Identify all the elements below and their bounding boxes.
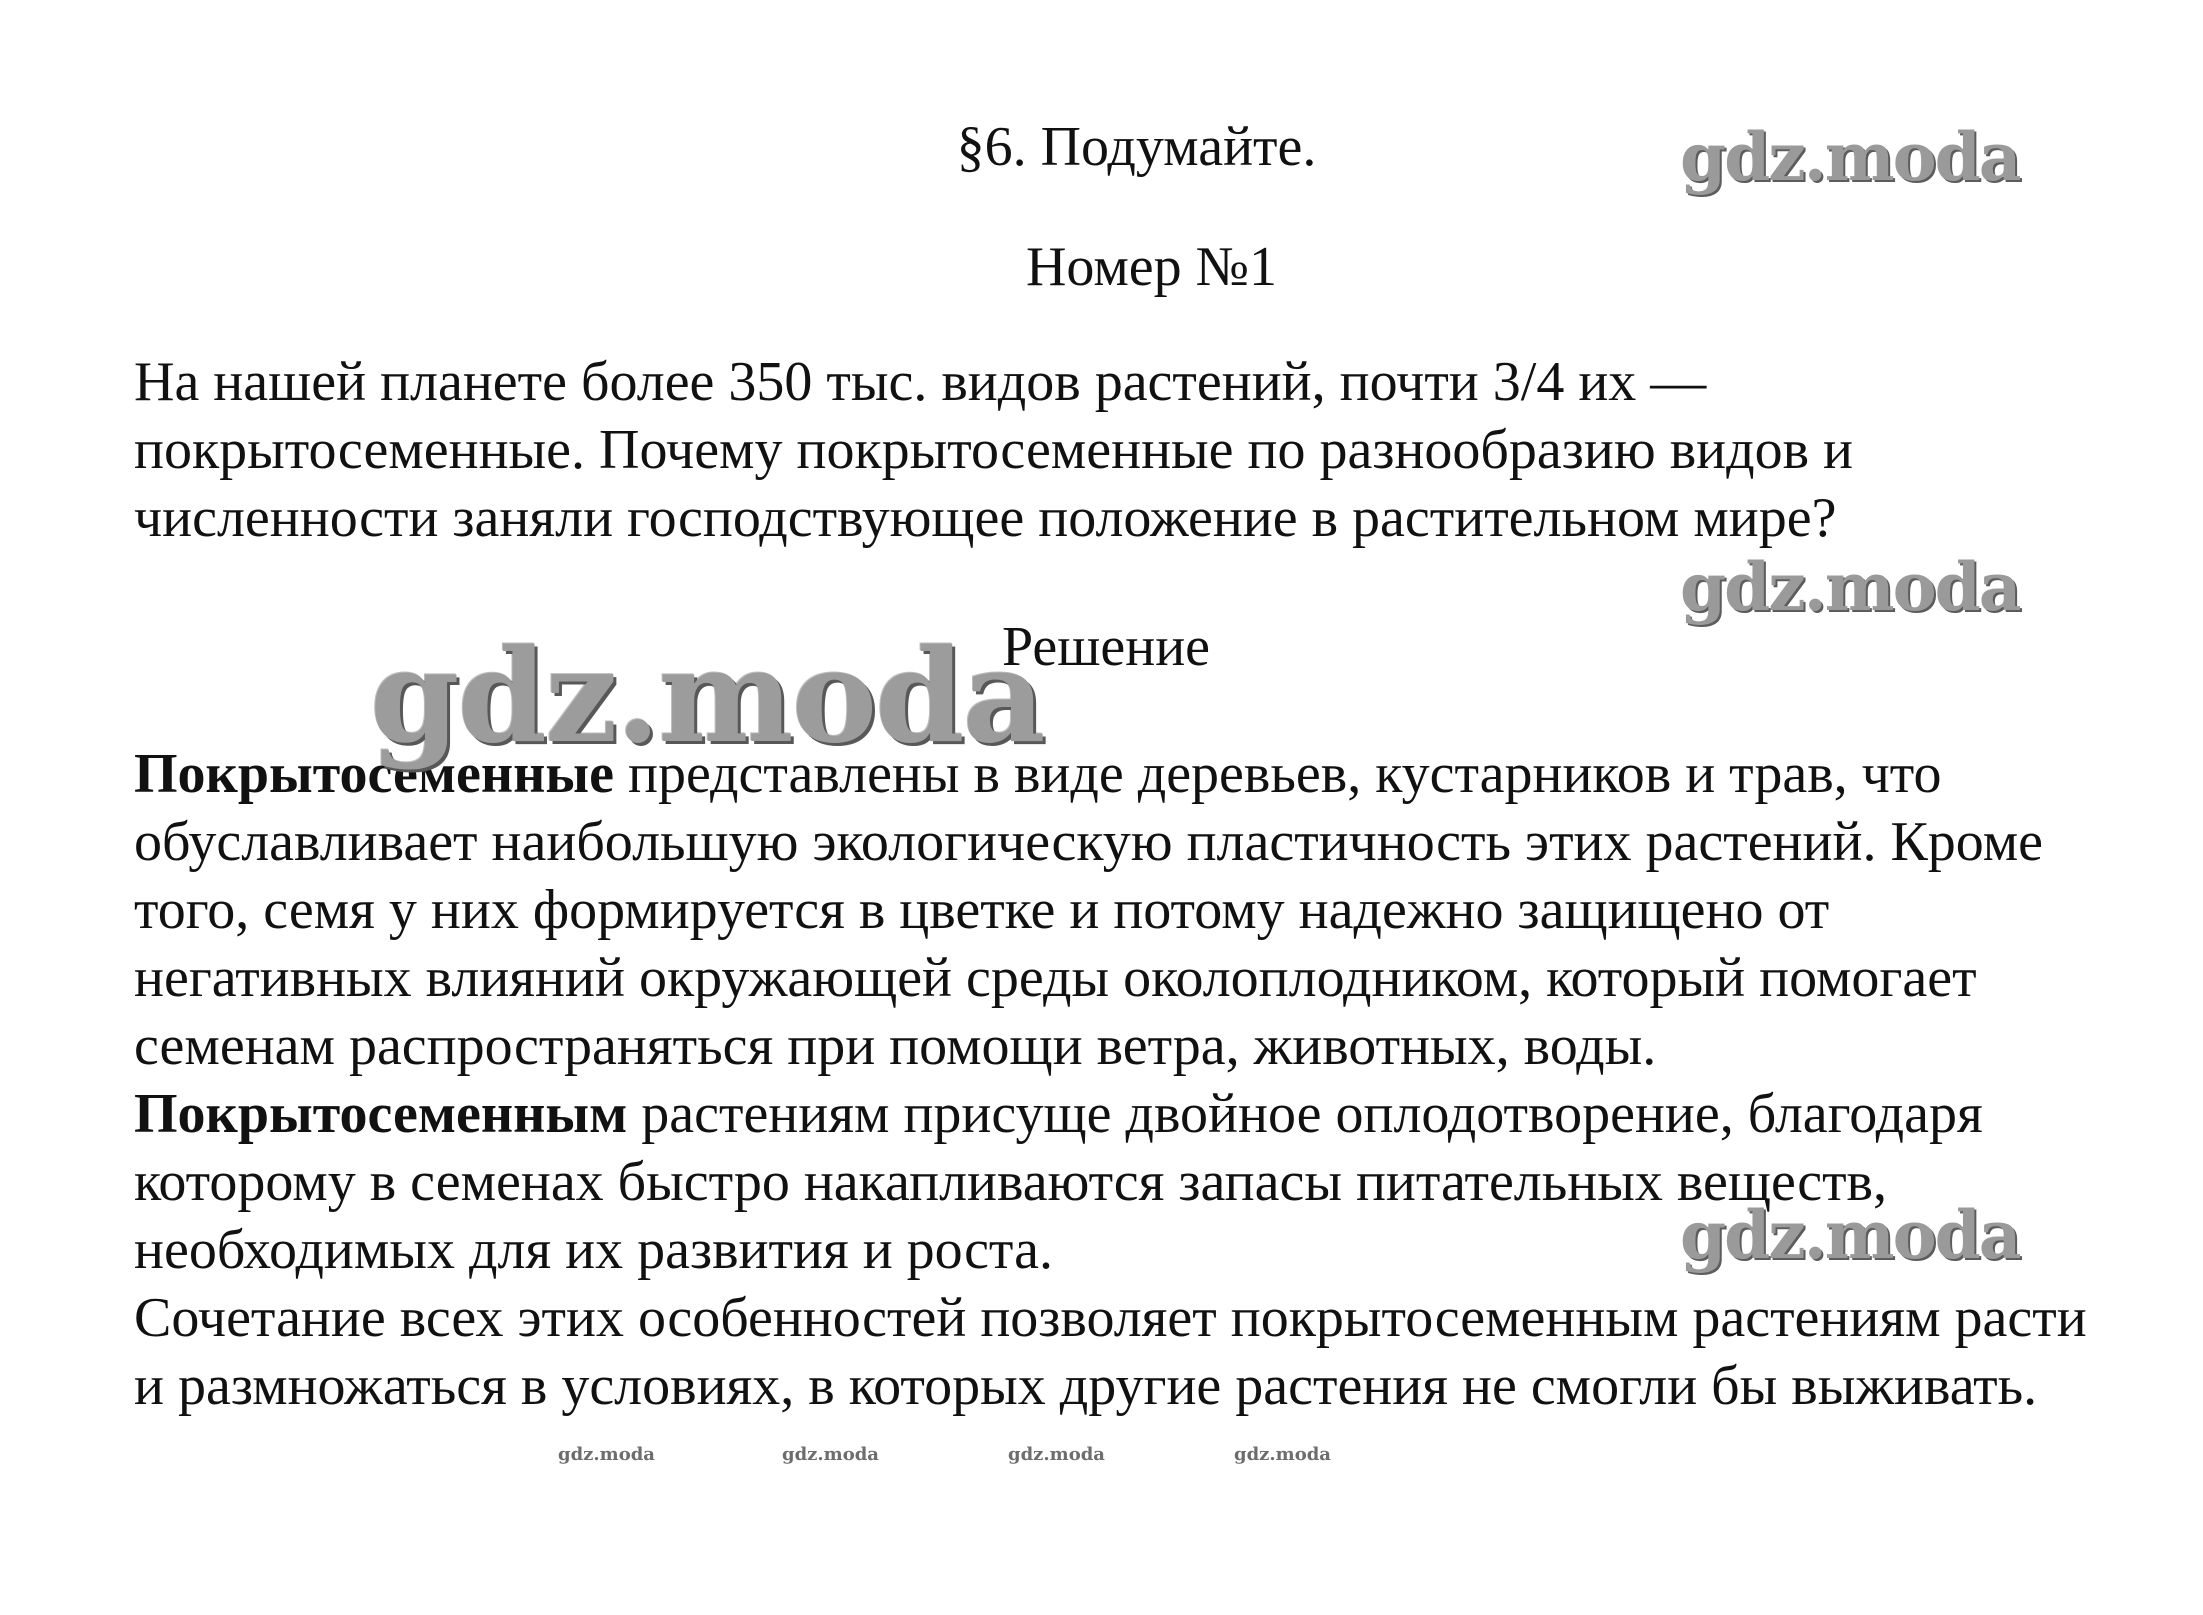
question-text	[134, 348, 2094, 552]
watermark-logo: gdz.moda	[1680, 118, 2020, 196]
exercise-number-title: Номер №1	[1025, 236, 1278, 298]
answer-paragraph-text: растениям присуще двойное оплодотворение, благодаря которому в семенах быстро накапливаются запасы питательных веществ, необходимых для их развития и роста.	[134, 1083, 1983, 1281]
watermark-logo-large: gdz.moda	[370, 622, 1044, 772]
answer-text	[134, 740, 2094, 1420]
question-line: покрытосеменные. Почему покрытосеменные по разнообразию видов и	[134, 419, 1854, 481]
solution-heading: Решение	[1002, 616, 1211, 678]
watermark-logo: gdz.moda	[1680, 1196, 2020, 1274]
question-line: На нашей планете более 350 тыс. видов растений, почти 3/4 их —	[134, 351, 1707, 413]
section-title: §6. Подумайте.	[956, 116, 1317, 178]
watermark-small: gdz.moda	[558, 1444, 655, 1465]
watermark-small: gdz.moda	[1008, 1444, 1105, 1465]
answer-paragraph-1	[134, 740, 2094, 1080]
watermark-logo: gdz.moda	[1680, 548, 2020, 626]
answer-paragraph-text: представлены в виде деревьев, кустарников и трав, что обуславливает наибольшую экологическую пластичность этих растений. Кроме того, семя у них формируется в цветке и потому надежно защищено от негативных влияний окружающей среды околоплодником, который помогает семенам распространяться при помощи ветра, животных, воды.	[134, 743, 2044, 1077]
watermark-small: gdz.moda	[782, 1444, 879, 1465]
question-line: численности заняли господствующее положение в растительном мире?	[134, 487, 1837, 549]
answer-paragraph-3: Сочетание всех этих особенностей позволяет покрытосеменным растениям расти и размножаться в условиях, в которых другие растения не смогли бы выживать.	[134, 1287, 2087, 1417]
answer-term-bold: Покрытосеменным	[134, 1083, 628, 1145]
watermark-small: gdz.moda	[1234, 1444, 1331, 1465]
answer-term-bold: Покрытосеменные	[134, 743, 614, 805]
